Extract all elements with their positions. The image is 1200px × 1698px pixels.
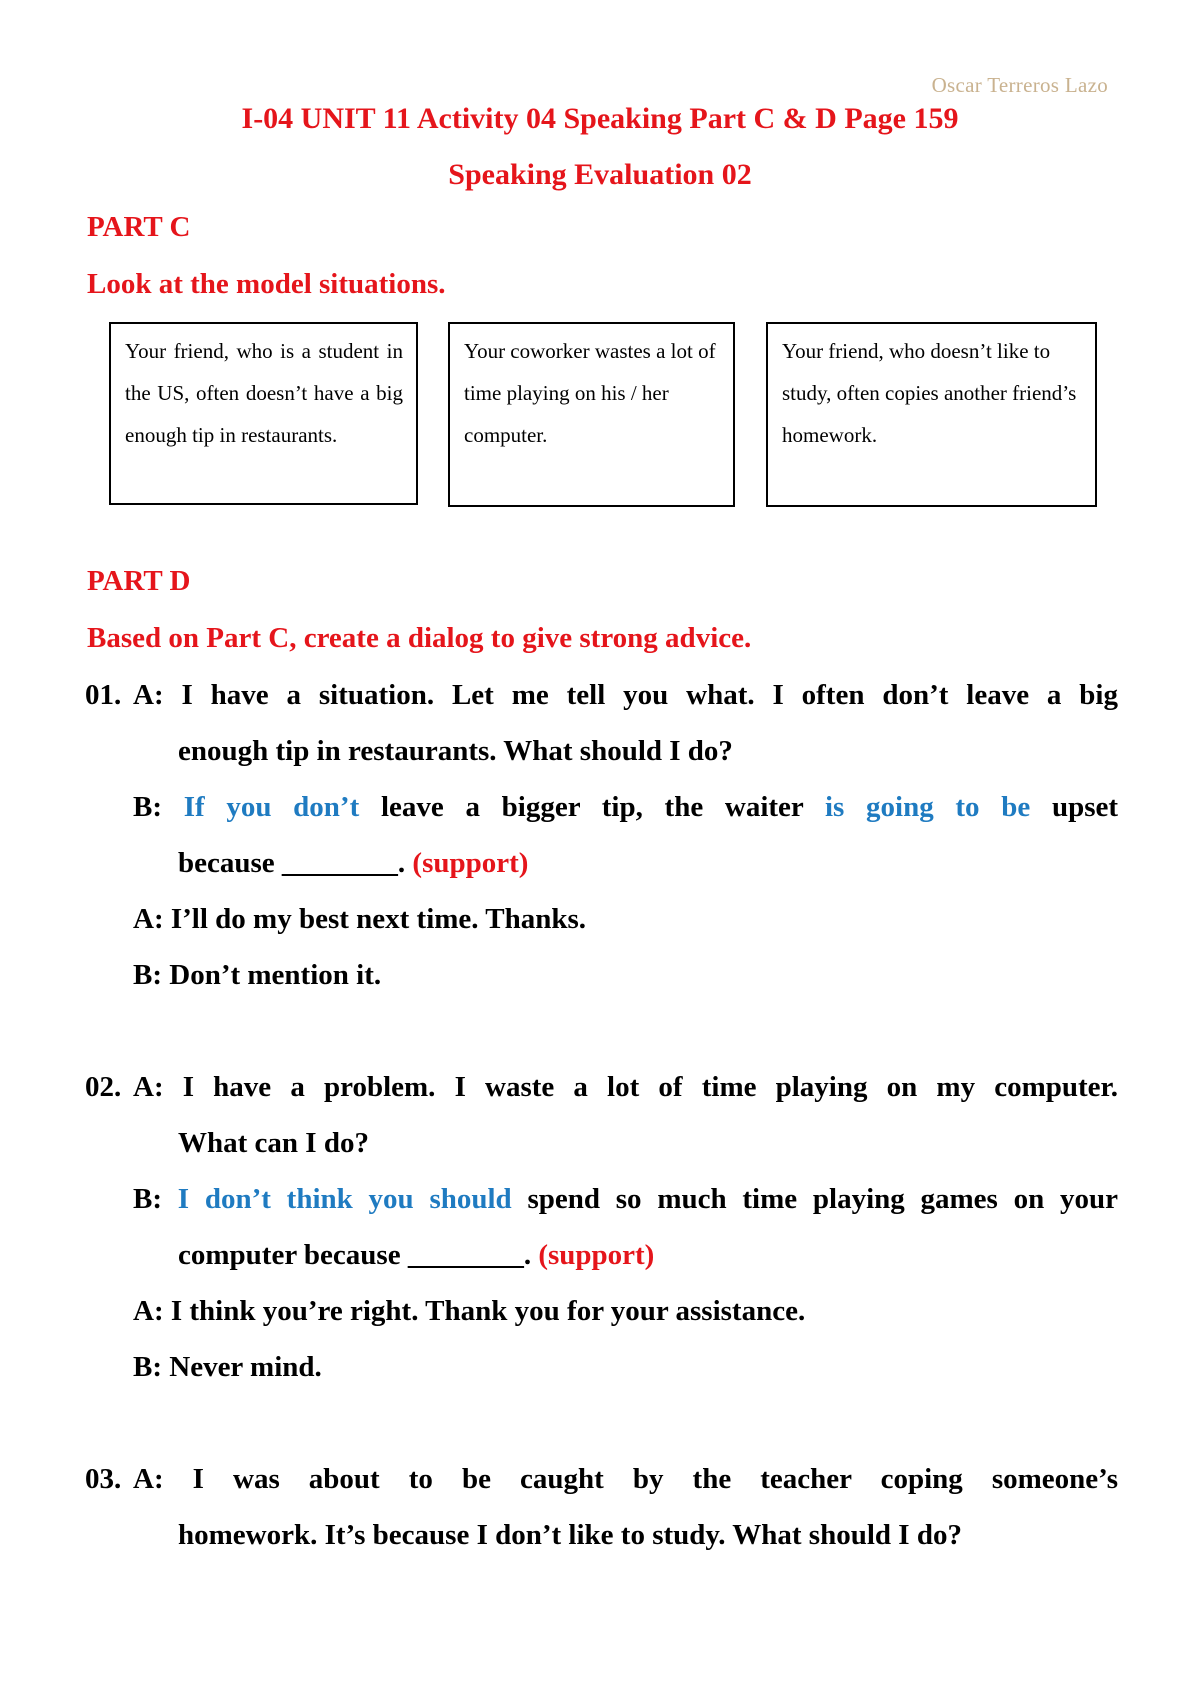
- dialog-line-a2: A: I think you’re right. Thank you for your assistance.: [133, 1295, 806, 1327]
- dialog-line-b1-cont: [178, 835, 1118, 891]
- dialog-line-a1: A: I was about to be caught by the teacher coping someone’s: [133, 1463, 1118, 1495]
- support-label: (support): [538, 1239, 655, 1271]
- support-label: (support): [412, 847, 529, 879]
- dialog-number: 03.: [85, 1463, 122, 1495]
- situation-box-2: Your coworker wastes a lot of time playing on his / her computer.: [448, 322, 735, 507]
- dialog-line-a1-cont: enough tip in restaurants. What should I do?: [178, 735, 733, 767]
- part-c-heading: PART C: [87, 211, 191, 243]
- dialog-text: because ________.: [178, 847, 406, 879]
- dialog-line-a1-cont: homework. It’s because I don’t like to study. What should I do?: [178, 1519, 962, 1551]
- speaker-b: B:: [133, 791, 162, 823]
- dialog-text: upset: [1051, 791, 1119, 823]
- dialog-number: 02.: [85, 1071, 122, 1103]
- dialog-line-b1: [133, 1171, 1118, 1227]
- dialog-line-a1-cont: What can I do?: [178, 1127, 369, 1159]
- dialog-line-a1: A: I have a problem. I waste a lot of time playing on my computer.: [133, 1071, 1118, 1103]
- dialog-line-b1-cont: [178, 1227, 1118, 1283]
- dialog-text: leave a bigger tip, the waiter: [380, 791, 804, 823]
- advice-phrase: If you don’t: [183, 791, 360, 823]
- dialog-text: spend so much time playing games on your: [527, 1183, 1119, 1215]
- situation-box-3: Your friend, who doesn’t like to study, often copies another friend’s homework.: [766, 322, 1097, 507]
- author-name: Oscar Terreros Lazo: [931, 73, 1108, 97]
- situation-box-1: Your friend, who is a student in the US, often doesn’t have a big enough tip in restaurants.: [109, 322, 418, 505]
- dialog-line-b2: B: Never mind.: [133, 1351, 322, 1383]
- part-d-heading: PART D: [87, 565, 191, 597]
- document-title: I-04 UNIT 11 Activity 04 Speaking Part C & D Page 159: [241, 102, 959, 135]
- part-d-instruction: Based on Part C, create a dialog to give strong advice.: [87, 622, 752, 654]
- dialog-line-b1: [133, 779, 1118, 835]
- dialog-line-a1: A: I have a situation. Let me tell you what. I often don’t leave a big: [133, 679, 1118, 711]
- dialog-number: 01.: [85, 679, 122, 711]
- advice-phrase: I don’t think you should: [177, 1183, 512, 1215]
- dialog-line-b2: B: Don’t mention it.: [133, 959, 382, 991]
- part-c-instruction: Look at the model situations.: [87, 268, 446, 300]
- dialog-text: computer because ________.: [178, 1239, 532, 1271]
- future-phrase: is going to be: [824, 791, 1031, 823]
- dialog-line-a2: A: I’ll do my best next time. Thanks.: [133, 903, 587, 935]
- document-subtitle: Speaking Evaluation 02: [448, 158, 752, 191]
- speaker-b: B:: [133, 1183, 162, 1215]
